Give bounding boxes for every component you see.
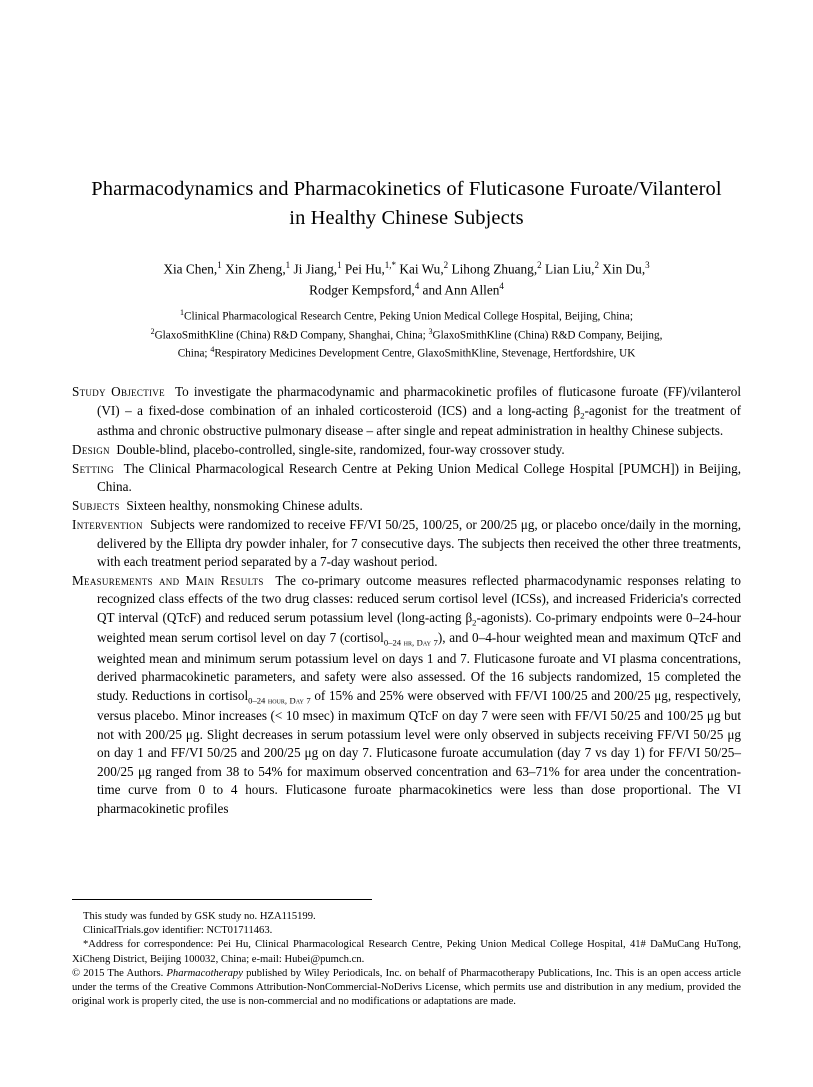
abstract-section-intervention: Intervention Subjects were randomized to receive FF/VI 50/25, 100/25, or 200/25 μg, or placebo once/daily in the morning, delivered by the Ellipta dry powder inhaler, for 7 consecutive days. The subjects then received the other three treatments, with each treatment period separated by a 7-day washout period. bbox=[72, 517, 741, 570]
abstract-heading: Subjects bbox=[72, 498, 120, 514]
abstract-heading: Measurements and Main Results bbox=[72, 572, 264, 588]
affiliations: $^1$Clinical Pharmacological Research Centre, Peking Union Medical College Hospital, Beijing, China; $^2$GlaxoSmithKline (China) R&D Company, Shanghai, China; $^3$GlaxoSmithKline (China) R&D Company, Beijing, China; $^4$Respiratory Medicines Development Centre, GlaxoSmithKline, Stevenage, Hertfordshire, UK bbox=[150, 307, 663, 361]
abstract-heading: Setting bbox=[72, 461, 114, 477]
author-list: Xia Chen,$^1$ Xin Zheng,$^1$ Ji Jiang,$^1$ Pei Hu,$^{1,*}$ Kai Wu,$^2$ Lihong Zhuang,$^2$ Lian Liu,$^2$ Xin Du,$^3$ Rodger Kempsford,$^4$ and Ann Allen$^4$ bbox=[163, 260, 650, 297]
abstract-section-study-objective: Study Objective To investigate the pharmacodynamic and pharmacokinetic profiles of fluticasone furoate (FF)/vilanterol (VI) – a fixed-dose combination of an inhaled corticosteroid (ICS) and a long-acting $\beta_2$-agonist for the treatment of asthma and chronic obstructive pulmonary disease – after single and repeat administration in healthy Chinese subjects. bbox=[72, 384, 741, 439]
abstract-heading: Study Objective bbox=[72, 384, 165, 400]
abstract bbox=[72, 383, 741, 818]
footnote-divider bbox=[72, 899, 372, 900]
abstract-section-setting: Setting The Clinical Pharmacological Research Centre at Peking Union Medical College Hospital [PUMCH]) in Beijing, China. bbox=[72, 461, 741, 495]
footnotes bbox=[72, 910, 741, 1010]
abstract-section-measurements-and-main-results: Measurements and Main Results The co-primary outcome measures reflected pharmacodynamic responses relating to recognized class effects of the two drug classes: reduced serum cortisol level (ICSs), and increased Fridericia's corrected QT interval (QTcF) and reduced serum potassium level (long-acting $\beta_2-agonists$). Co-primary endpoints were 0–24-hour weighted mean serum cortisol level on day 7 (cortisol$_{0-24 hr, Day 7}$), and 0–4-hour weighted mean and maximum QTcF and weighted mean and minimum serum potassium level on days 1 and 7. Fluticasone furoate and VI plasma concentrations, derived pharmacokinetic parameters, and safety were also assessed. Of the 16 subjects randomized, 15 completed the study. Reductions in cortisol$_{0-24 hour, Day 7}$ of 15% and 25% were observed with FF/VI 100/25 and 200/25 μg, respectively, versus placebo. Minor increases (< 10 msec) in maximum QTcF on day 7 were seen with FF/VI 50/25 and 100/25 μg but not with 200/25 μg. Slight decreases in serum potassium level were only observed in subjects receiving FF/VI 50/25 μg on day 1 and FF/VI 50/25 and 200/25 μg on day 7. Fluticasone furoate accumulation (day 7 vs day 1) for FF/VI 50/25–200/25 μg ranged from 38 to 54% for maximum observed concentration and 63–71% for area under the concentration-time curve from 0 to 4 hours. Fluticasone furoate pharmacokinetics were less than dose proportional. The VI pharmacokinetic profiles bbox=[72, 572, 742, 816]
footnote-funding: This study was funded by GSK study no. HZA115199. bbox=[83, 911, 316, 922]
abstract-heading: Intervention bbox=[72, 517, 143, 533]
footnote-trial-id: ClinicalTrials.gov identifier: NCT01711463. bbox=[83, 925, 273, 937]
abstract-section-design: Design Double-blind, placebo-controlled, single-site, randomized, four-way crossover study. bbox=[72, 442, 565, 458]
abstract-heading: Design bbox=[72, 442, 110, 458]
page-title: Pharmacodynamics and Pharmacokinetics of Fluticasone Furoate/Vilanterol in Healthy Chinese Subjects bbox=[91, 178, 722, 230]
footnote-correspondence: *Address for correspondence: Pei Hu, Clinical Pharmacological Research Centre, Peking Union Medical College Hospital, 41# DaMuCang HuTong, XiCheng District, Beijing 100032, China; e-mail: Hubei@pumch.cn. bbox=[72, 939, 741, 965]
footnote-copyright: © 2015 The Authors. Pharmacotherapy published by Wiley Periodicals, Inc. on behalf of Pharmacotherapy Publications, Inc. This is an open access article under the terms of the Creative Commons Attribution-NonCommercial-NoDerivs License, which permits use and distribution in any medium, provided the original work is properly cited, the use is non-commercial and no modifications or adaptations are made. bbox=[72, 967, 741, 1008]
abstract-section-subjects: Subjects Sixteen healthy, nonsmoking Chinese adults. bbox=[72, 498, 363, 514]
